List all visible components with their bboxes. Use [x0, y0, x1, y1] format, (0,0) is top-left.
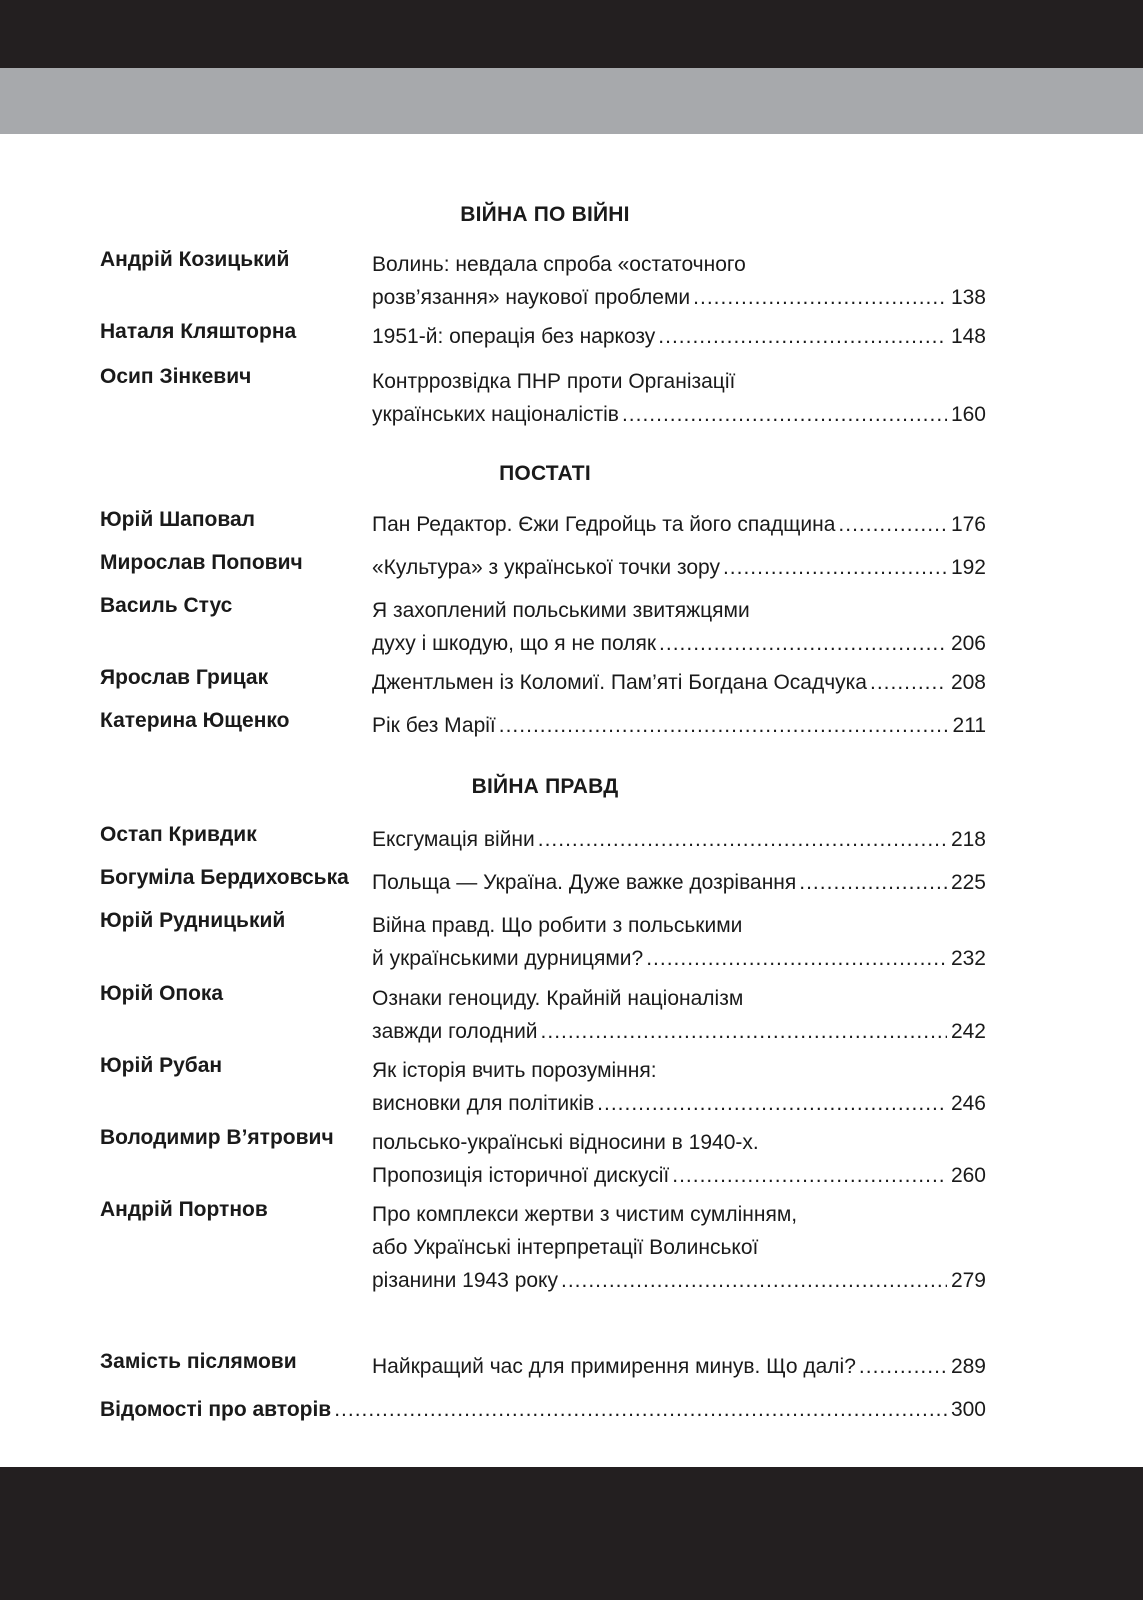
page-number: 208 — [950, 671, 986, 694]
entry-title[interactable] — [372, 866, 986, 899]
authors-info-line — [100, 1393, 986, 1426]
entry-title-text: «Культура» з української точки зору — [372, 556, 720, 579]
entry-author: Замість післямови — [100, 1350, 297, 1373]
entry-title[interactable] — [372, 666, 986, 699]
page-number: 289 — [950, 1355, 986, 1378]
entry-author: Василь Стус — [100, 594, 233, 617]
entry-title-last-line — [372, 823, 986, 856]
section-title: ПОСТАТІ — [499, 462, 591, 485]
dot-leader — [597, 1087, 947, 1120]
entry-title-last-line — [372, 551, 986, 584]
top-grey-band — [0, 68, 1143, 134]
entry-author: Юрій Рудницький — [100, 909, 286, 932]
entry-title-last-line — [372, 398, 986, 431]
entry-title-line: Війна правд. Що робити з польськими — [372, 914, 743, 937]
entry-title-last-line — [372, 1159, 986, 1192]
entry-title-last-line — [372, 281, 986, 314]
entry-title-line: Про комплекси жертви з чистим сумлінням, — [372, 1203, 798, 1226]
entry-title-text: Рік без Марії — [372, 714, 496, 737]
page-number: 242 — [950, 1020, 986, 1043]
page-number: 225 — [950, 871, 986, 894]
entry-title[interactable] — [372, 909, 986, 975]
entry-title-line: Волинь: невдала спроба «остаточного — [372, 253, 746, 276]
dot-leader — [334, 1393, 947, 1426]
page-number: 279 — [950, 1269, 986, 1292]
entry-title[interactable] — [372, 709, 986, 742]
page-number: 211 — [952, 714, 986, 737]
entry-author: Андрій Козицький — [100, 248, 290, 271]
entry-author: Володимир В’ятрович — [100, 1126, 334, 1149]
entry-title-text: висновки для політиків — [372, 1092, 595, 1115]
page-number: 232 — [950, 947, 986, 970]
entry-title[interactable] — [372, 1350, 986, 1383]
dot-leader — [799, 866, 947, 899]
entry-title[interactable] — [372, 248, 986, 314]
dot-leader — [561, 1264, 947, 1297]
entry-author: Юрій Опока — [100, 982, 224, 1005]
entry-title-last-line — [372, 508, 986, 541]
section-title: ВІЙНА ПО ВІЙНІ — [460, 203, 630, 226]
entry-author: Осип Зінкевич — [100, 365, 252, 388]
entry-title-text: Джентльмен із Коломиї. Пам’яті Богдана Осадчука — [372, 671, 867, 694]
entry-title-line: польсько-українські відносини в 1940-х. — [372, 1131, 759, 1154]
entry-title-line: Як історія вчить порозуміння: — [372, 1059, 657, 1082]
entry-title-last-line — [372, 942, 986, 975]
entry-author: Юрій Рубан — [100, 1054, 223, 1077]
entry-title[interactable] — [372, 1126, 986, 1192]
dot-leader — [538, 823, 947, 856]
page-number: 218 — [950, 828, 986, 851]
entry-title[interactable] — [372, 1054, 986, 1120]
entry-title-line: або Українські інтерпретації Волинської — [372, 1236, 759, 1259]
entry-author: Юрій Шаповал — [100, 508, 256, 531]
page-number: 246 — [950, 1092, 986, 1115]
entry-author: Андрій Портнов — [100, 1198, 268, 1221]
entry-title-last-line — [372, 666, 986, 699]
entry-title-last-line — [372, 1264, 986, 1297]
page-number: 160 — [950, 403, 986, 426]
entry-title[interactable] — [372, 365, 986, 431]
dot-leader — [658, 320, 947, 353]
entry-title-last-line — [372, 709, 986, 742]
entry-author: Ярослав Грицак — [100, 666, 269, 689]
entry-title-text: й українськими дурницями? — [372, 947, 644, 970]
entry-title-last-line — [372, 627, 986, 660]
dot-leader — [646, 942, 947, 975]
entry-title-text: Пропозиція історичної дискусії — [372, 1164, 670, 1187]
entry-author: Наталя Кляшторна — [100, 320, 297, 343]
entry-title-text: Польща — Україна. Дуже важке дозрівання — [372, 871, 797, 894]
entry-title-text: Найкращий час для примирення минув. Що далі? — [372, 1355, 856, 1378]
dot-leader — [723, 551, 947, 584]
entry-title-text: завжди голодний — [372, 1020, 538, 1043]
page-number: 148 — [950, 325, 986, 348]
dot-leader — [499, 709, 949, 742]
entry-title-text: духу і шкодую, що я не поляк — [372, 632, 657, 655]
section-title: ВІЙНА ПРАВД — [471, 775, 619, 798]
dot-leader — [541, 1015, 947, 1048]
dot-leader — [859, 1350, 947, 1383]
entry-title[interactable] — [372, 320, 986, 353]
entry-title[interactable] — [372, 594, 986, 660]
entry-title-last-line — [372, 1087, 986, 1120]
entry-title-last-line — [372, 1015, 986, 1048]
authors-info-label: Відомості про авторів — [100, 1398, 332, 1421]
entry-author: Мирослав Попович — [100, 551, 303, 574]
entry-author: Остап Кривдик — [100, 823, 257, 846]
entry-title-text: Ексгумація війни — [372, 828, 535, 851]
page-number: 206 — [950, 632, 986, 655]
page-number: 300 — [950, 1398, 986, 1421]
entry-author: Катерина Ющенко — [100, 709, 290, 732]
entry-title[interactable] — [372, 551, 986, 584]
top-dark-band — [0, 0, 1143, 68]
page-number: 192 — [950, 556, 986, 579]
entry-title-text: різанини 1943 року — [372, 1269, 558, 1292]
entry-author: Богуміла Бердиховська — [100, 866, 349, 889]
page-number: 260 — [950, 1164, 986, 1187]
page-number: 176 — [950, 513, 986, 536]
entry-title[interactable] — [372, 823, 986, 856]
page-number: 138 — [950, 286, 986, 309]
entry-title[interactable] — [372, 508, 986, 541]
dot-leader — [659, 627, 947, 660]
entry-title-last-line — [372, 866, 986, 899]
dot-leader — [672, 1159, 947, 1192]
bottom-dark-band — [0, 1467, 1143, 1600]
dot-leader — [622, 398, 947, 431]
entry-title-text: Пан Редактор. Єжи Гедройць та його спадщина — [372, 513, 836, 536]
entry-title-text: 1951-й: операція без наркозу — [372, 325, 656, 348]
dot-leader — [693, 281, 947, 314]
entry-title-line: Ознаки геноциду. Крайній націоналізм — [372, 987, 744, 1010]
dot-leader — [838, 508, 947, 541]
entry-title-last-line — [372, 1350, 986, 1383]
entry-title-line: Я захоплений польськими звитяжцями — [372, 599, 750, 622]
entry-title-text: розв’язання» наукової проблеми — [372, 286, 691, 309]
dot-leader — [870, 666, 947, 699]
entry-title[interactable] — [372, 1198, 986, 1297]
entry-title-text: українських націоналістів — [372, 403, 619, 426]
entry-title-line: Контррозвідка ПНР проти Організації — [372, 370, 736, 393]
entry-title[interactable] — [372, 982, 986, 1048]
entry-title-last-line — [372, 320, 986, 353]
